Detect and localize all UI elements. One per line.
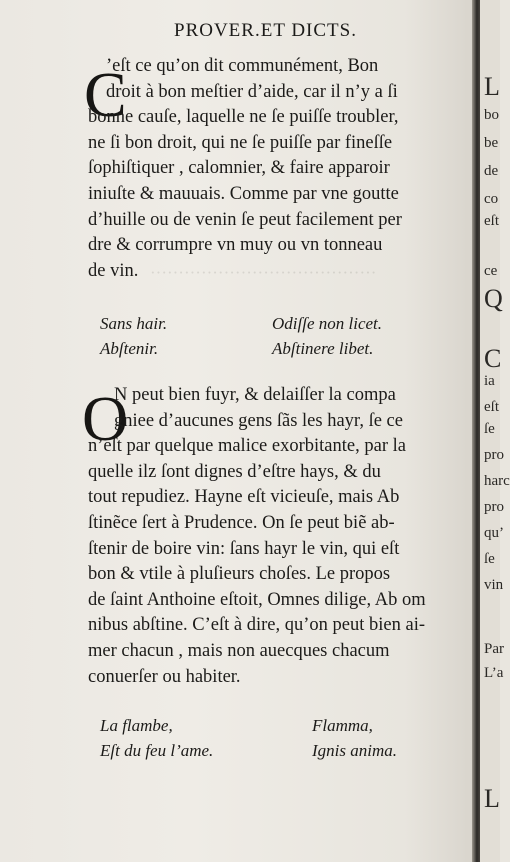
text-line: ſophiſtiquer , calomnier, & faire apparoir — [88, 158, 390, 179]
facing-page-edge — [480, 0, 510, 862]
maxim-1-latin-line-2: Abſtinere libet. — [272, 339, 374, 358]
facing-page-fragment: ce — [484, 263, 498, 279]
maxim-1-french-line-2: Abſtenir. — [100, 339, 159, 358]
maxim-1-latin-line-1: Odiſſe non licet. — [272, 314, 383, 333]
facing-page-fragment: Q — [484, 284, 503, 313]
text-line: bonne cauſe, laquelle ne ſe puiſſe troubler, — [88, 107, 399, 128]
text-line: de vin. — [88, 260, 139, 281]
drop-cap-c: C — [84, 59, 127, 130]
facing-page-fragment: harc — [484, 473, 510, 489]
text-line: de ſaint Anthoine eſtoit, Omnes dilige, Ab om — [88, 589, 426, 610]
book-gutter — [472, 0, 480, 862]
facing-page-fragment: eſt — [484, 213, 499, 229]
facing-page-fragment: ſe — [484, 551, 495, 567]
facing-page-fragment: co — [484, 191, 499, 207]
drop-cap-o: O — [82, 383, 129, 454]
paragraph-2 — [88, 383, 472, 690]
facing-page-fragment: bo — [484, 107, 499, 123]
facing-page-fragment: L — [484, 72, 500, 101]
facing-page-fragment: pro — [484, 499, 504, 515]
facing-page-fragment: de — [484, 163, 499, 179]
text-line: nibus abſtine. C’eſt à dire, qu’on peut bien ai- — [88, 615, 426, 636]
text-line: ne ſi bon droit, qui ne ſe puiſſe par fineſſe — [88, 132, 393, 153]
text-line: quelle ilz ſont dignes d’eſtre hays, & du — [88, 461, 381, 482]
facing-page-fragment: L’a — [484, 665, 504, 681]
text-line: n’eſt par quelque malice exorbitante, par la — [88, 436, 406, 457]
facing-page-fragment: C — [484, 344, 502, 373]
text-line: d’huille ou de venin ſe peut facilement per — [88, 209, 402, 230]
running-header: PROVER.ET DICTS. — [174, 20, 357, 41]
text-line: tout repudiez. Hayne eſt vicieuſe, mais Ab — [88, 487, 400, 508]
maxim-2-french-line-2: Eſt du feu l’ame. — [100, 741, 214, 760]
show-through-text: ········································ — [150, 263, 377, 282]
paragraph-1 — [88, 54, 472, 284]
facing-page-fragment: Par — [484, 641, 504, 657]
text-line: ſtinẽce ſert à Prudence. On ſe peut biẽ ab- — [88, 512, 395, 533]
text-line: ’eſt ce qu’on dit communément, Bon — [106, 56, 379, 76]
text-line: dre & corrumpre vn muy ou vn tonneau — [88, 235, 383, 256]
text-line: N peut bien fuyr, & delaiſſer la compa — [114, 385, 396, 405]
maxim-1-french-line-1: Sans hair. — [100, 314, 168, 333]
facing-page-fragment: ia — [484, 373, 495, 389]
text-line: conuerſer ou habiter. — [88, 666, 241, 687]
facing-page-fragment: eſt — [484, 399, 499, 415]
facing-page-fragment: L — [484, 784, 500, 813]
text-line: droit à bon meſtier d’aide, car il n’y a ſi — [106, 81, 398, 102]
facing-page-fragment: pro — [484, 447, 504, 463]
facing-page-fragment: ſe — [484, 421, 495, 437]
maxim-2-french-line-1: La flambe, — [100, 716, 173, 735]
maxim-2-latin-line-2: Ignis anima. — [312, 741, 397, 760]
facing-page-fragment: vin — [484, 577, 504, 593]
text-line: gniee d’aucunes gens ſãs les hayr, ſe ce — [114, 410, 403, 431]
maxim-2-latin-line-1: Flamma, — [312, 716, 373, 735]
facing-page-fragment: be — [484, 135, 499, 151]
text-line: iniuſte & mauuais. Comme par vne goutte — [88, 183, 399, 204]
text-line: ſtenir de boire vin: ſans hayr le vin, qui eſt — [88, 538, 400, 559]
text-line: bon & vtile à pluſieurs choſes. Le propos — [88, 564, 391, 585]
text-line: mer chacun , mais non auecques chacum — [88, 640, 390, 661]
facing-page-fragment: qu’ — [484, 525, 504, 541]
